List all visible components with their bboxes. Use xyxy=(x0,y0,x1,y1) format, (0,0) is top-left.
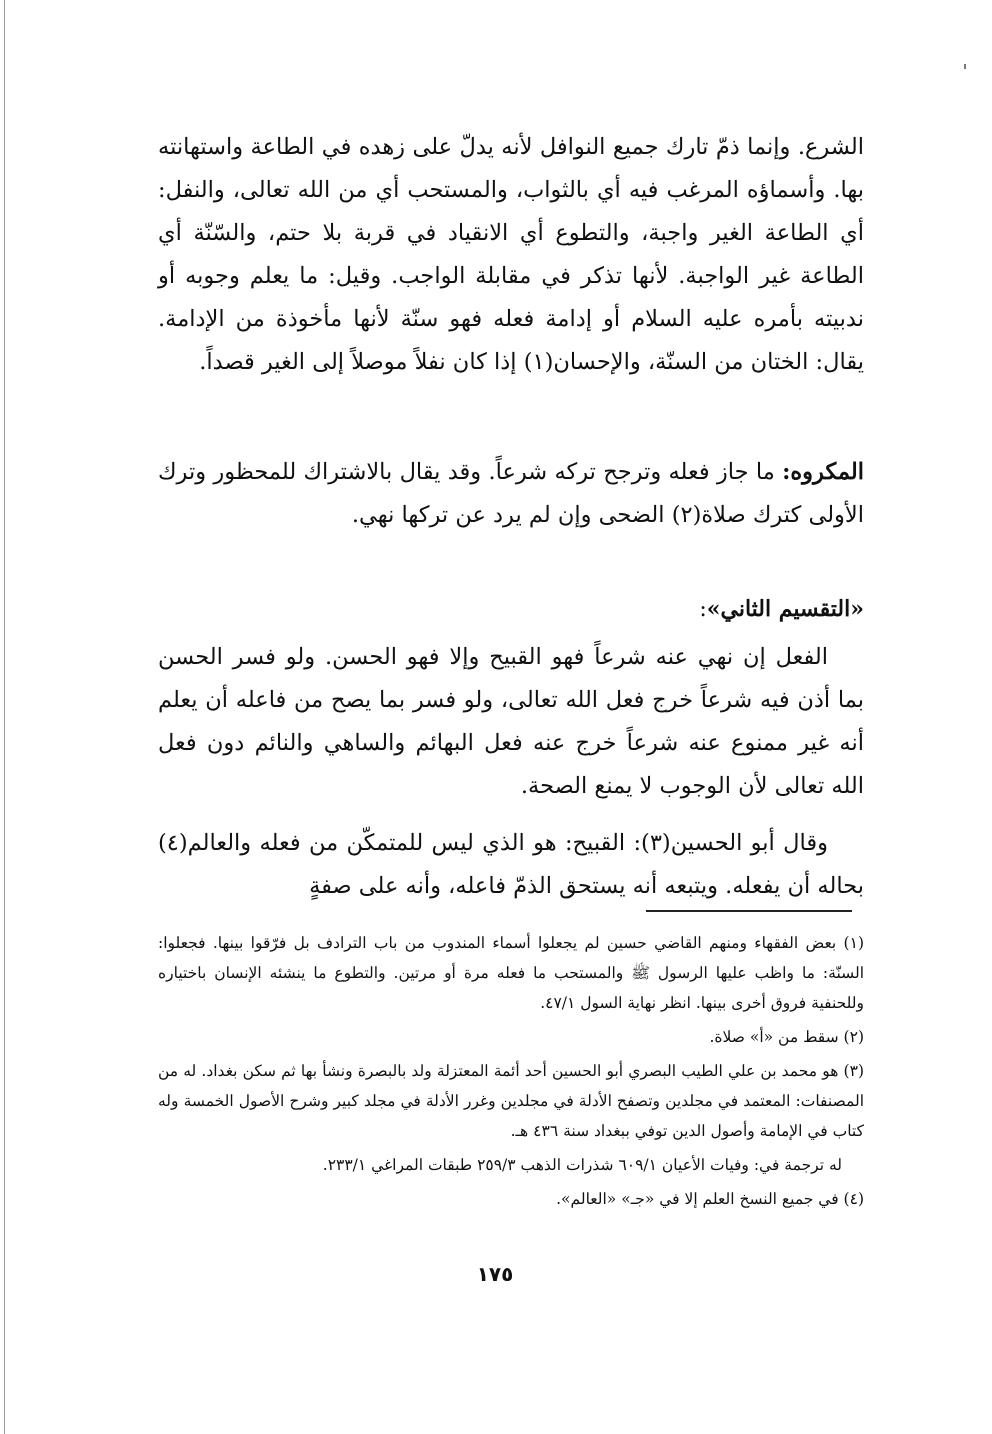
paragraph-makruh xyxy=(158,451,864,537)
section-heading-colon: : xyxy=(699,597,707,622)
term-makruh: المكروه: xyxy=(782,459,864,485)
section-heading xyxy=(158,589,864,630)
makruh-definition: ما جاز فعله وترجح تركه شرعاً. وقد يقال بالاشتراك للمحظور وترك الأولى كترك صلاة(٢) الضحى وإن لم يرد عن تركها نهي. xyxy=(158,459,864,528)
paragraph-abu-al-husayn: وقال أبو الحسين(٣): القبيح: هو الذي ليس للمتمكّن من فعله والعالم(٤) بحاله أن يفعله. ويتبعه أنه يستحق الذمّ فاعله، وأنه على صفةٍ xyxy=(158,830,864,899)
scan-edge-line xyxy=(4,0,5,1434)
page-number: ١٧٥ xyxy=(476,1262,514,1286)
paragraph-definitions: الشرع. وإنما ذمّ تارك جميع النوافل لأنه يدلّ على زهده في الطاعة واستهانته بها. وأسماؤه المرغب فيه أي بالثواب، والمستحب أي من الله تعالى، والنفل: أي الطاعة الغير واجبة، والتطوع أي الانقياد في قربة بلا حتم، والسّنّة أي الطاعة غير الواجبة. لأنها تذكر في مقابلة الواجب. وقيل: ما يعلم وجوبه أو ندبيته بأمره عليه السلام أو إدامة فعله فهو سنّة لأنها مأخوذة من الإدامة. يقال: الختان من السنّة، والإحسان(١) إذا كان نفلاً موصلاً إلى الغير قصداً. xyxy=(158,134,864,375)
scan-mark xyxy=(964,64,966,69)
footnote-separator xyxy=(646,910,852,912)
footnote-1: (١) بعض الفقهاء ومنهم القاضي حسين لم يجعلوا أسماء المندوب من باب الترادف بل فرّقوا بينها. فجعلوا: السنّة: ما واظب عليها الرسول ﷺ والمستحب ما فعله مرة أو مرتين. والتطوع ما ينشئه الإنسان باختياره وللحنفية فروق أخرى بينها. انظر نهاية السول ٤٧/١. xyxy=(158,934,864,1012)
footnote-3: (٣) هو محمد بن علي الطيب البصري أبو الحسين أحد أئمة المعتزلة ولد بالبصرة ونشأ بها ثم سكن بغداد. له من المصنفات: المعتمد في مجلدين وتصفح الأدلة في مجلدين وغرر الأدلة في مجلد كبير وشرح الأصول الخمسة وله كتاب في الإمامة وأصول الدين توفي ببغداد سنة ٤٣٦ هـ. xyxy=(158,1062,864,1140)
footnote-3-references: له ترجمة في: وفيات الأعيان ٦٠٩/١ شذرات الذهب ٢٥٩/٣ طبقات المراغي ٢٣٣/١. xyxy=(322,1156,842,1174)
footnote-4: (٤) في جميع النسخ العلم إلا في «جـ» «العالم». xyxy=(556,1190,864,1208)
section-heading-title: «التقسيم الثاني» xyxy=(706,596,864,622)
footnotes xyxy=(158,928,864,1218)
paragraph-hasan-qabih: الفعل إن نهي عنه شرعاً فهو القبيح وإلا فهو الحسن. ولو فسر الحسن بما أذن فيه شرعاً خرج فعل الله تعالى، ولو فسر بما يصح من فاعله أن يعلم أنه غير ممنوع عنه شرعاً خرج عنه فعل البهائم والساهي والنائم دون فعل الله تعالى لأن الوجوب لا يمنع الصحة. xyxy=(158,644,864,799)
footnote-2: (٢) سقط من «أ» صلاة. xyxy=(709,1028,864,1046)
main-text xyxy=(158,126,864,908)
